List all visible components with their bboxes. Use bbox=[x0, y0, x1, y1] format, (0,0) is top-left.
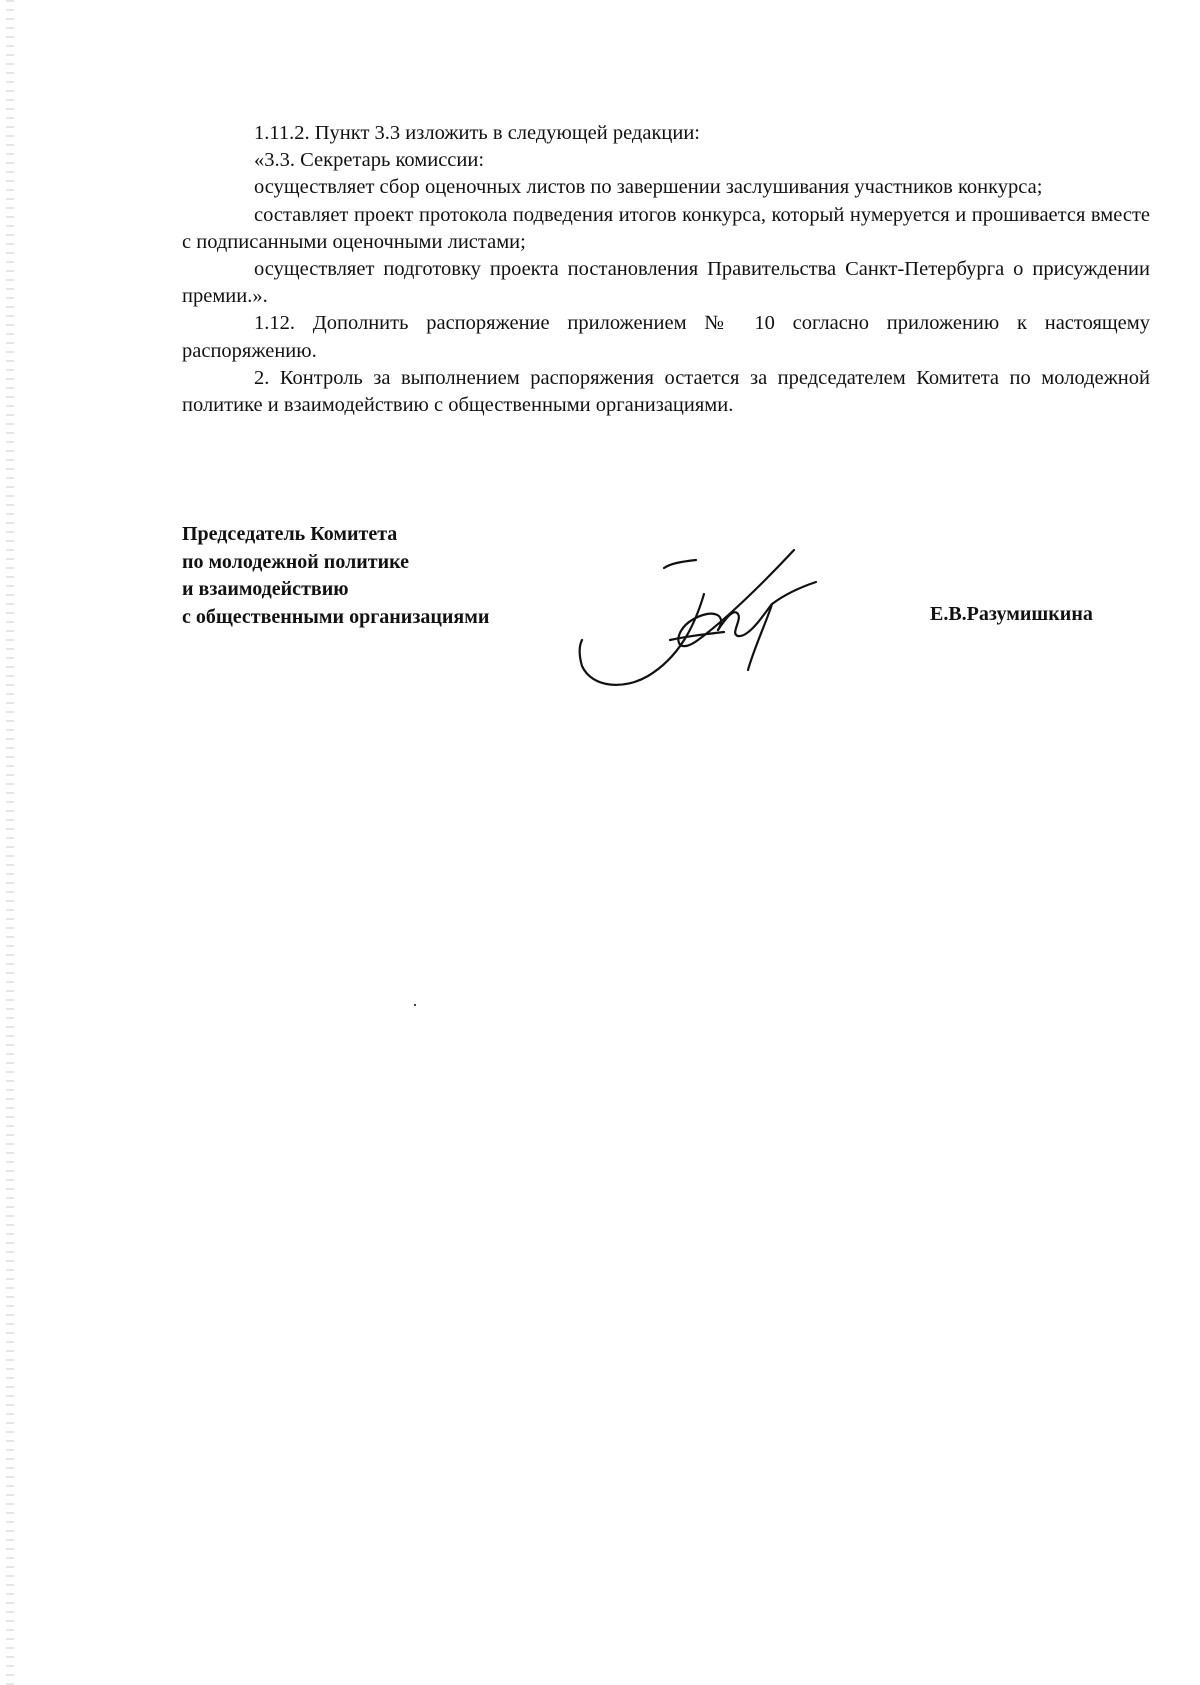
paragraph-item-1-11-2: 1.11.2. Пункт 3.3 изложить в следующей редакции: bbox=[254, 122, 701, 144]
document-body bbox=[182, 120, 1150, 419]
signatory-title-line-2: по молодежной политике bbox=[182, 550, 410, 573]
signatory-title-line-3: и взаимодействию bbox=[182, 578, 349, 600]
paragraph-item-3-3-heading: «3.3. Секретарь комиссии: bbox=[254, 149, 485, 172]
scan-edge-artifact bbox=[6, 0, 14, 1685]
scan-speck bbox=[414, 1004, 416, 1006]
signatory-title-line-1: Председатель Комитета bbox=[182, 523, 398, 545]
paragraph-item-prepare-resolution: осуществляет подготовку проекта постановления Правительства Санкт-Петербурга о присуждении премии.». bbox=[182, 258, 1150, 308]
signatory-title-line-4: с общественными организациями bbox=[182, 605, 490, 628]
signer-name: Е.В.Разумишкина bbox=[930, 603, 1093, 625]
paragraph-item-2-control: 2. Контроль за выполнением распоряжения остается за председателем Комитета по молодежной политике и взаимодействию с общественными организациями. bbox=[182, 366, 1150, 417]
handwritten-signature-icon bbox=[578, 548, 878, 708]
signatory-title bbox=[182, 521, 489, 631]
paragraph-item-draft-protocol: составляет проект протокола подведения итогов конкурса, который нумеруется и прошивается вместе с подписанными оценочными листами; bbox=[182, 203, 1150, 253]
paragraph-item-collect-sheets: осуществляет сбор оценочных листов по завершении заслушивания участников конкурса; bbox=[254, 176, 1043, 199]
paragraph-item-1-12: 1.12. Дополнить распоряжение приложением № 10 согласно приложению к настоящему распоряжению. bbox=[182, 312, 1150, 362]
